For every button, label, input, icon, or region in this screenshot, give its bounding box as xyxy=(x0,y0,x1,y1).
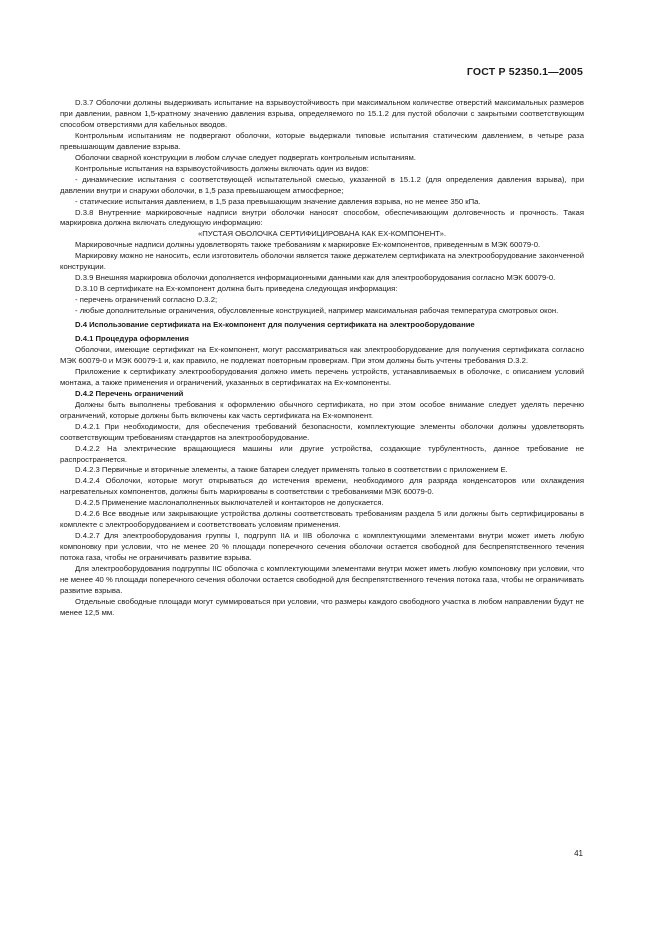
paragraph: Маркировочные надписи должны удовлетворять также требованиям к маркировке Ex-компонентов, приведенным в МЭК 60079-0. xyxy=(75,240,541,250)
paragraph: Контрольным испытаниям не подвергают оболочки, которые выдержали типовые испытания статическим давлением, в четыре раза превышающим давление взрыва. xyxy=(60,130,584,151)
paragraph: Оболочки, имеющие сертификат на Ex-компонент, могут рассматриваться как электрооборудование для получения сертификата согласно МЭК 60079-0 и МЭК 60079-1 и, как правило, не подлежат повторным проверкам. При этом должны быть учтены требования D.3.2. xyxy=(60,344,584,365)
paragraph: D.4.2.4 Оболочки, которые могут открываться до истечения времени, необходимого для разряда конденсаторов или охлаждения нагревательных компонентов, должны быть маркированы в соответствии с требованиями МЭК 60079-0. xyxy=(60,476,584,497)
paragraph: D.4.2.3 Первичные и вторичные элементы, а также батареи следует применять только в соответствии с приложением Е. xyxy=(75,465,508,475)
paragraph: - любые дополнительные ограничения, обусловленные конструкцией, например максимальная рабочая температура смотровых окон. xyxy=(75,306,559,316)
paragraph: D.4.2.5 Применение маслонаполненных выключателей и контакторов не допускается. xyxy=(75,498,384,508)
paragraph: Маркировку можно не наносить, если изготовитель оболочки является также держателем сертификата на электрооборудование законченной конструкции. xyxy=(60,251,584,272)
section-heading: D.4 Использование сертификата на Ex-компонент для получения сертификата на электрооборудование xyxy=(75,320,475,330)
paragraph: - статические испытания давлением, в 1,5 раза превышающим значение давления взрыва, но не менее 350 кПа. xyxy=(75,196,481,206)
section-heading: D.4.1 Процедура оформления xyxy=(75,334,189,344)
body-text xyxy=(60,98,584,619)
paragraph: D.4.2.7 Для электрооборудования группы I, подгрупп IIA и IIB оболочка с комплектующими элементами внутри может иметь любую компоновку при условии, что не менее 20 % площади поперечного сечения оболочки остается свободной для беспрепятственного течения потока газа, чтобы не ограничивать развитие взрыва. xyxy=(60,531,584,563)
page-number: 41 xyxy=(574,849,583,858)
paragraph: Оболочки сварной конструкции в любом случае следует подвергать контрольным испытаниям. xyxy=(75,152,416,162)
marking-text: «ПУСТАЯ ОБОЛОЧКА СЕРТИФИЦИРОВАНА КАК EX-КОМПОНЕНТ». xyxy=(197,229,447,239)
section-heading: D.4.2 Перечень ограничений xyxy=(75,388,184,398)
paragraph: D.3.9 Внешняя маркировка оболочки дополняется информационными данными как для электрооборудования согласно МЭК 60079-0. xyxy=(75,273,556,283)
paragraph: Должны быть выполнены требования к оформлению обычного сертификата, но при этом особое внимание следует уделять перечню ограничений, которые должны быть включены как часть сертификата на Ex-компонент. xyxy=(60,399,584,420)
paragraph: Отдельные свободные площади могут суммироваться при условии, что размеры каждого свободного участка в любом направлении будут не менее 12,5 мм. xyxy=(60,596,584,617)
paragraph: D.3.8 Внутренние маркировочные надписи внутри оболочки наносят способом, обеспечивающим долговечность и прочность. Такая маркировка должна включать следующую информацию: xyxy=(60,207,584,228)
paragraph: D.4.2.2 На электрические вращающиеся машины или другие устройства, создающие турбулентность, данное требование не распространяется. xyxy=(60,443,584,464)
paragraph: D.4.2.1 При необходимости, для обеспечения требований безопасности, комплектующие элементы оболочки должны удовлетворять соответствующим требованиям стандартов на электрооборудование. xyxy=(60,421,584,442)
paragraph: Контрольные испытания на взрывоустойчивость должны включать один из видов: xyxy=(75,163,369,173)
paragraph: Для электрооборудования подгруппы IIC оболочка с комплектующими элементами внутри может иметь любую компоновку при условии, что не менее 40 % площади поперечного сечения оболочки остается свободной для беспрепятственного течения потока газа, чтобы не ограничивать развитие взрыва. xyxy=(60,564,584,595)
paragraph: D.3.10 В сертификате на Ex-компонент должна быть приведена следующая информация: xyxy=(75,284,398,294)
paragraph: D.3.7 Оболочки должны выдерживать испытание на взрывоустойчивость при максимальном количестве отверстий максимальных размеров при давлении, равном 1,5-кратному значению давления взрыва, определяемого по 15.1.2 для пустой оболочки с закрытыми соответствующим способом отверстиями для кабельных вводов. xyxy=(60,98,584,129)
paragraph: - динамические испытания с соответствующей испытательной смесью, указанной в 15.1.2 (для определения давления взрыва), при давлении внутри и снаружи оболочки, в 1,5 раза превышающем атмосферное; xyxy=(60,174,584,195)
paragraph: - перечень ограничений согласно D.3.2; xyxy=(75,295,218,305)
paragraph: D.4.2.6 Все вводные или закрывающие устройства должны соответствовать требованиям раздела 5 или должны быть сертифицированы в комплекте с электрооборудованием и соответствовать условиям применения. xyxy=(60,509,584,530)
paragraph: Приложение к сертификату электрооборудования должно иметь перечень устройств, устанавливаемых в оболочке, с описанием условий монтажа, а также применения и ограничений, указанных в сертификатах на Ex-компоненты. xyxy=(60,366,584,387)
standard-designation: ГОСТ Р 52350.1—2005 xyxy=(466,66,583,78)
